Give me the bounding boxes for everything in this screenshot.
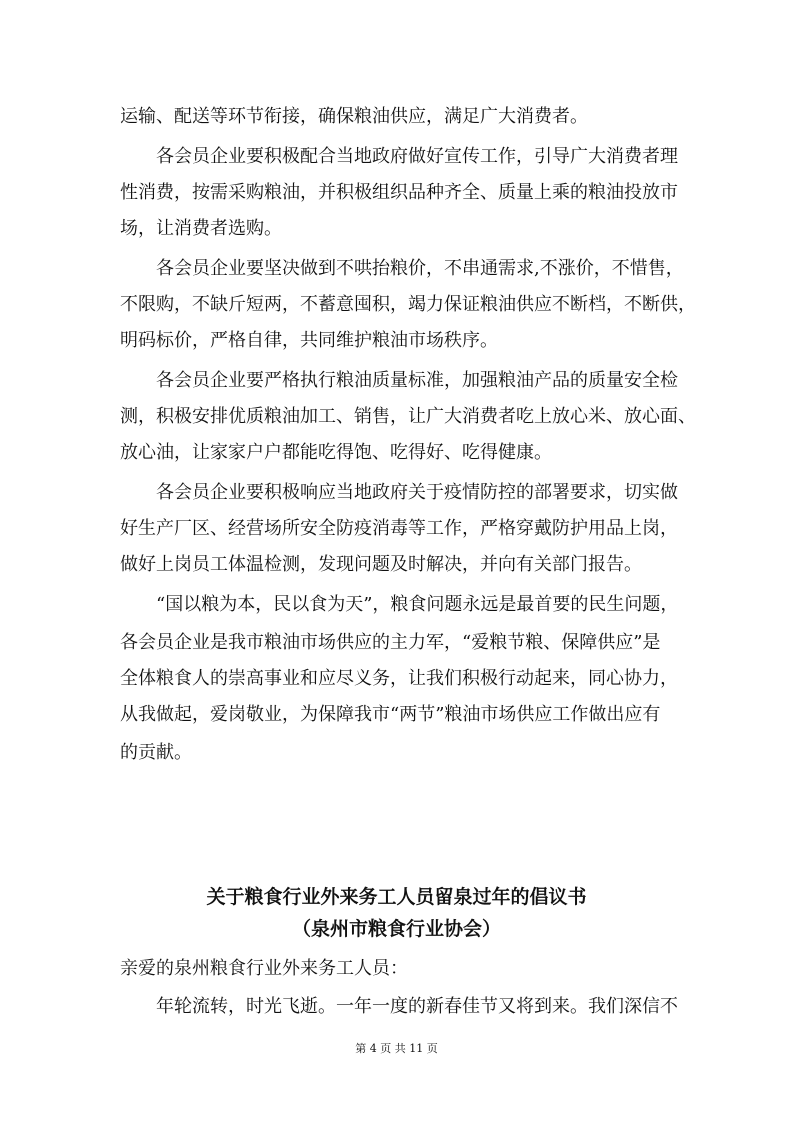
text-line: 好生产厂区、经营场所安全防疫消毒等工作，严格穿戴防护用品上岗，	[120, 518, 678, 539]
text-line: 放心油，让家家户户都能吃得饱、吃得好、吃得健康。	[120, 442, 552, 463]
text-line: “国以粮为本，民以食为天”，粮食问题永远是最首要的民生问题，	[156, 594, 679, 615]
text-line: 明码标价，严格自律，共同维护粮油市场秩序。	[120, 330, 498, 351]
text-line: 运输、配送等环节衔接，确保粮油供应，满足广大消费者。	[120, 106, 588, 127]
text-line: 各会员企业是我市粮油市场供应的主力军，“爱粮节粮、保障供应”是	[120, 632, 661, 653]
text-line: 做好上岗员工体温检测，发现问题及时解决，并向有关部门报告。	[120, 554, 642, 575]
text-line: 各会员企业要严格执行粮油质量标准，加强粮油产品的质量安全检	[156, 370, 678, 391]
text-line: 各会员企业要积极配合当地政府做好宣传工作，引导广大消费者理	[156, 146, 678, 167]
text-line: 各会员企业要积极响应当地政府关于疫情防控的部署要求，切实做	[156, 482, 678, 503]
text-line: 场，让消费者选购。	[120, 218, 282, 239]
text-line: 不限购，不缺斤短两，不蓄意囤积，竭力保证粮油供应不断档，不断供，	[120, 294, 696, 315]
proposal-subtitle: （泉州市粮食行业协会）	[291, 918, 501, 940]
salutation: 亲爱的泉州粮食行业外来务工人员：	[120, 958, 408, 979]
proposal-title: 关于粮食行业外来务工人员留泉过年的倡议书	[206, 886, 587, 908]
text-line: 测，积极安排优质粮油加工、销售，让广大消费者吃上放心米、放心面、	[120, 406, 696, 427]
text-line: 年轮流转，时光飞逝。一年一度的新春佳节又将到来。我们深信不	[156, 996, 678, 1017]
text-line: 全体粮食人的崇高事业和应尽义务，让我们积极行动起来，同心协力，	[120, 668, 678, 689]
text-line: 从我做起，爱岗敬业，为保障我市“两节”粮油市场供应工作做出应有	[120, 704, 661, 725]
text-line: 的贡献。	[120, 742, 192, 763]
text-line: 性消费，按需采购粮油，并积极组织品种齐全、质量上乘的粮油投放市	[120, 182, 678, 203]
text-line: 各会员企业要坚决做到不哄抬粮价，不串通需求,不涨价，不惜售，	[156, 258, 684, 279]
page-number: 第 4 页 共 11 页	[355, 1042, 438, 1055]
